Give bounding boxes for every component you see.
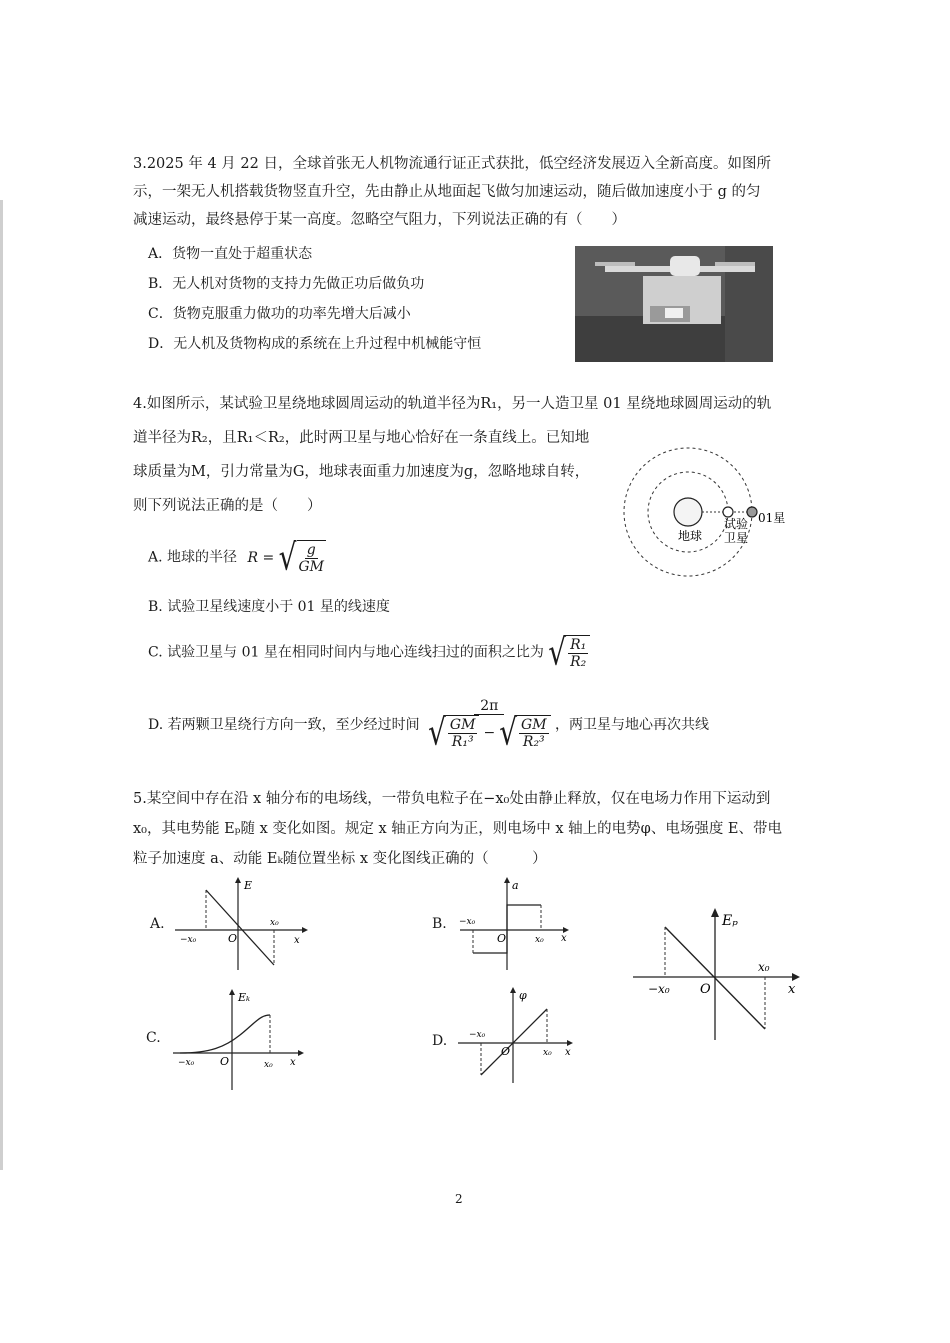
q4-line-4: 则下列说法正确的是（ ） [133, 498, 322, 514]
q4-line-1: 4.如图所示，某试验卫星绕地球圆周运动的轨道半径为R₁，另一人造卫星 01 星绕地球圆周运动的轨 [133, 396, 772, 412]
q5-label-a: A. [150, 916, 165, 932]
test-satellite-icon [723, 507, 733, 517]
graph-a-posx0: x₀ [270, 918, 279, 928]
graph-ep-origin: O [700, 982, 711, 997]
graph-c-ylabel: Eₖ [238, 991, 251, 1004]
q3-line-1: 3.2025 年 4 月 22 日，全球首张无人机物流通行证正式获批，低空经济发展迈入全新高度。如图所 [133, 156, 771, 172]
q4-line-3: 球质量为M，引力常量为G，地球表面重力加速度为g，忽略地球自转， [133, 464, 590, 480]
graph-c [170, 985, 310, 1095]
graph-d-line [481, 1009, 547, 1075]
q4-d-fraction: 2π √ $\frac{GM}{\text{R₁³}}$ − √ $\frac{GM}{\text{R₂³}}$ [428, 698, 550, 750]
q4-d-minus: − [483, 724, 496, 741]
q4-c-num: R₁ [570, 637, 587, 653]
graph-b [455, 875, 575, 975]
q4-c-den: R₂ [570, 654, 587, 670]
graph-ep-ylabel: Eₚ [722, 913, 738, 929]
q5-label-c: C. [146, 1030, 161, 1046]
q4-d-num: 2π [474, 698, 504, 715]
drone-photo [575, 246, 773, 362]
graph-c-posx0: x₀ [264, 1060, 273, 1070]
drone-illustration [575, 246, 773, 362]
graph-b-origin: O [497, 932, 507, 945]
q4-a-text: A. 地球的半径 [148, 549, 238, 566]
question-3-stem [133, 150, 813, 234]
q5-line-1: 5.某空间中存在沿 x 轴分布的电场线，一带负电粒子在−x₀处由静止释放，仅在电场力作用下运动到 [133, 791, 771, 807]
graph-d-xlabel: x [565, 1047, 571, 1058]
q3-option-d: D．无人机及货物构成的系统在上升过程中机械能守恒 [148, 336, 482, 352]
q4-d-tail: ，两卫星与地心再次共线 [555, 717, 710, 733]
q4-d-text: D. 若两颗卫星绕行方向一致，至少经过时间 [148, 717, 420, 733]
q4-d-r2: R₂³ [522, 734, 545, 750]
q3-option-c: C．货物克服重力做功的功率先增大后减小 [148, 306, 411, 322]
q4-d-gm2: GM [521, 717, 547, 733]
graph-d-posx0: x₀ [543, 1048, 552, 1058]
graph-a-origin: O [228, 932, 238, 945]
graph-d-origin: O [501, 1045, 511, 1058]
page-number: 2 [455, 1192, 463, 1206]
q4-option-c [148, 630, 590, 674]
label-test-sat-2: 卫星 [724, 531, 749, 545]
q3-line-3: 减速运动，最终悬停于某一高度。忽略空气阻力，下列说法正确的有（ ） [133, 212, 626, 228]
graph-a-ylabel: E [244, 879, 253, 892]
q5-line-3: 粒子加速度 a、动能 Eₖ随位置坐标 x 变化图线正确的（ ） [133, 851, 547, 867]
graph-c-xlabel: x [290, 1057, 296, 1068]
q4-c-text: C. 试验卫星与 01 星在相同时间内与地心连线扫过的面积之比为 [148, 644, 544, 661]
graph-c-origin: O [220, 1055, 230, 1068]
q4-d-gm1: GM [449, 717, 476, 733]
graph-b-xlabel: x [561, 933, 567, 944]
graph-ep-reference [630, 905, 810, 1045]
graph-d-negx0: −x₀ [469, 1030, 486, 1040]
label-01-sat: 01星 [758, 511, 786, 525]
graph-ep-xlabel: x [788, 982, 796, 997]
q4-option-a [148, 535, 326, 579]
q5-label-d: D. [432, 1033, 448, 1049]
graph-b-posx0: x₀ [535, 935, 544, 945]
q4-a-sqrt: √ $\frac{g}{GM}$ [278, 535, 325, 579]
graph-a-negx0: −x₀ [180, 935, 197, 945]
graph-d-ylabel: φ [519, 989, 527, 1002]
graph-b-line [473, 905, 541, 953]
graph-b-ylabel: a [512, 879, 519, 892]
label-test-sat-1: 试验 [724, 517, 749, 531]
graph-d [455, 985, 580, 1085]
graph-a [170, 875, 310, 975]
earth-icon [674, 498, 702, 526]
q5-line-2: x₀，其电势能 Eₚ随 x 变化如图。规定 x 轴正方向为正，则电场中 x 轴上的电势φ、电场强度 E、带电 [133, 821, 783, 837]
question-5-stem [133, 784, 813, 874]
graph-a-line [206, 890, 274, 965]
q5-label-b: B. [432, 916, 447, 932]
q4-a-lhs: R = [247, 549, 275, 566]
graph-a-xlabel: x [294, 935, 300, 946]
q4-option-d [148, 698, 710, 754]
q3-line-2: 示，一架无人机搭载货物竖直升空，先由静止从地面起飞做匀加速运动，随后做加速度小于 g 的匀 [133, 184, 761, 200]
q4-a-num: g [306, 542, 316, 558]
q4-d-r1: R₁³ [451, 734, 474, 750]
graph-ep-posx0: x₀ [758, 960, 770, 974]
graph-c-curve [180, 1015, 270, 1053]
orbit-diagram [620, 436, 800, 586]
q4-line-2: 道半径为R₂，且R₁＜R₂，此时两卫星与地心恰好在一条直线上。已知地 [133, 430, 590, 446]
graph-ep-negx0: −x₀ [648, 982, 670, 996]
q4-c-sqrt: √ $\frac{\text{R₁}}{\text{R₂}}$ [548, 635, 590, 670]
q4-option-b: B. 试验卫星线速度小于 01 星的线速度 [148, 599, 390, 615]
satellite-01-icon [747, 507, 757, 517]
q3-option-b: B．无人机对货物的支持力先做正功后做负功 [148, 276, 425, 292]
page-edge [0, 200, 3, 1170]
label-earth: 地球 [678, 529, 703, 543]
graph-b-negx0: −x₀ [459, 917, 476, 927]
q4-a-den: GM [298, 559, 325, 575]
q3-option-a: A．货物一直处于超重状态 [148, 246, 313, 262]
graph-c-negx0: −x₀ [178, 1058, 195, 1068]
